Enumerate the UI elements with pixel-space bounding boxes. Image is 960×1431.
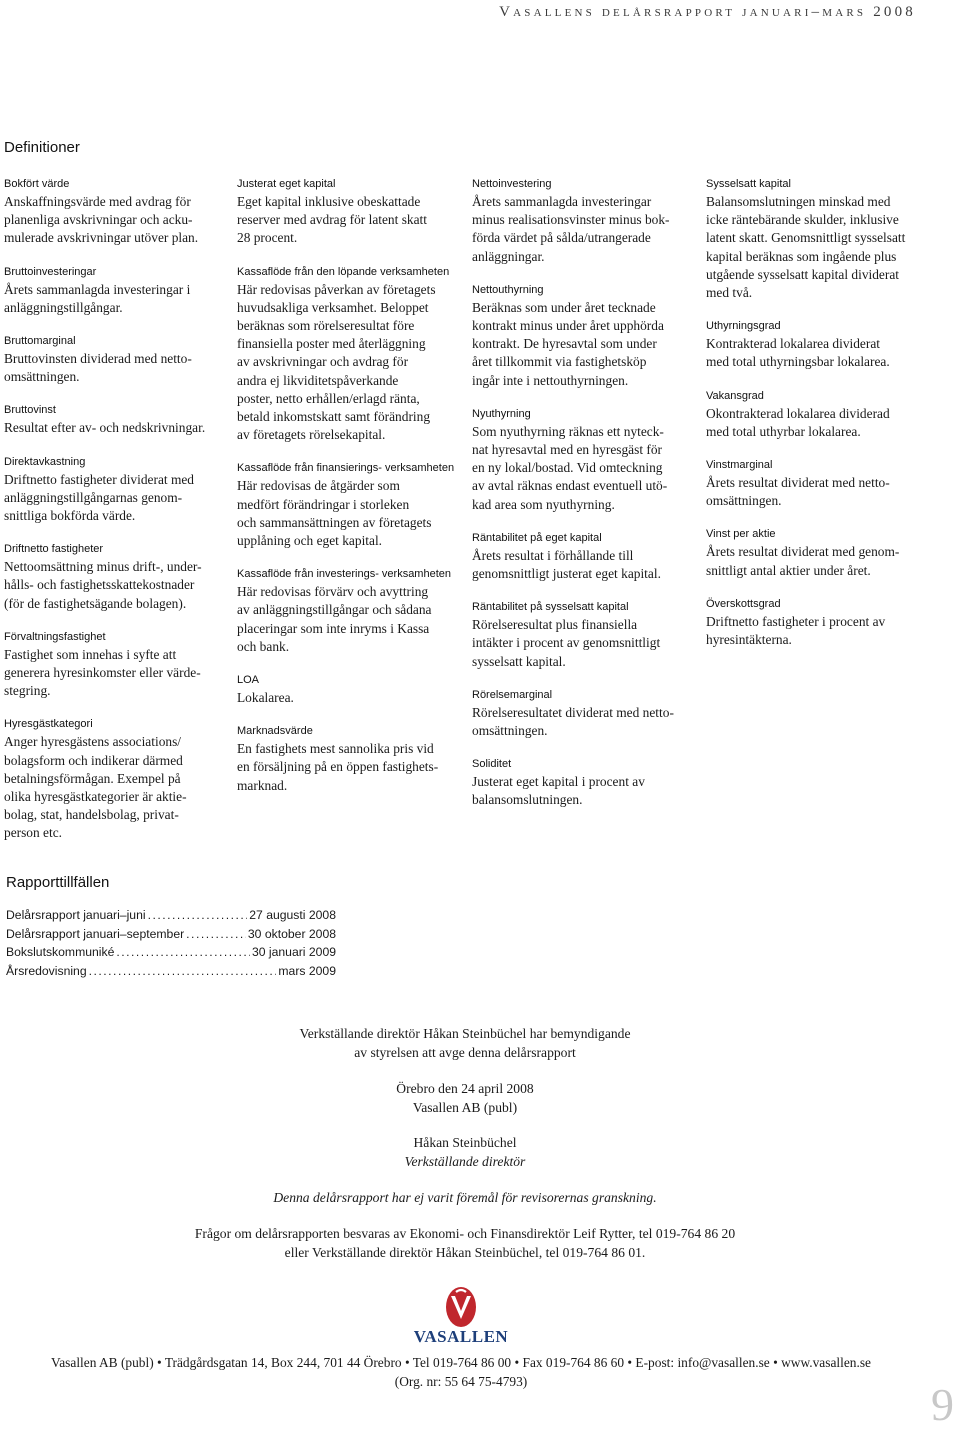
definition-term: Vinstmarginal	[706, 459, 773, 472]
definition-entry	[706, 176, 928, 302]
definition-description	[472, 704, 694, 740]
definition-term: Nettouthyrning	[472, 283, 544, 296]
definition-line: 28 procent.	[237, 230, 298, 246]
report-name: Årsredovisning	[6, 963, 87, 978]
logo-emblem	[446, 1287, 476, 1327]
definition-line: Bruttovinsten dividerad med netto-	[4, 351, 192, 367]
definition-line: kapital beräknas som ingående plus	[706, 248, 897, 264]
footer	[0, 1353, 922, 1391]
definition-term: LOA	[237, 674, 260, 687]
definition-line: en försäljning på en öppen fastighets-	[237, 759, 439, 775]
definition-description	[4, 281, 226, 317]
page-number: 9	[931, 1379, 954, 1430]
definition-term: Nettoinvestering	[472, 178, 552, 190]
definition-description	[4, 471, 226, 526]
report-date-row	[6, 908, 336, 927]
company-name: Vasallen AB (publ)	[412, 1099, 518, 1115]
signer-name: Håkan Steinbüchel	[413, 1135, 517, 1150]
definition-line: intäkter i procent av genomsnittligt	[472, 635, 661, 651]
definition-line: nat hyresavtal med en hyresgäst för	[472, 442, 663, 458]
definition-line: upplåning och eget kapital.	[237, 533, 383, 549]
definition-entry	[472, 687, 694, 740]
definition-line: Anger hyresgästens associations/	[4, 734, 182, 750]
definition-entry	[237, 176, 459, 248]
report-date: 30 oktober 2008	[247, 926, 336, 941]
definition-description	[4, 193, 226, 248]
report-name: Delårsrapport januari–september	[6, 926, 185, 941]
definition-line: anläggningstillgångar.	[4, 299, 123, 315]
definition-entry	[237, 566, 459, 656]
definition-line: (för de fastighetsägande bolagen).	[4, 595, 187, 611]
definitions-column-1	[4, 176, 226, 859]
definition-line: icke räntebärande skulder, inklusive	[706, 212, 899, 228]
audit-note: Denna delårsrapport har ej varit föremål för revisorernas granskning.	[273, 1190, 657, 1205]
definition-line: Driftnetto fastigheter dividerat med	[4, 471, 195, 487]
definition-line: Här redovisas de åtgärder som	[237, 478, 400, 494]
definition-entry	[472, 756, 694, 809]
definition-term: Hyresgästkategori	[4, 718, 93, 731]
definition-line: placeringar som inte inryms i Kassa	[237, 620, 430, 636]
definition-line: omsättningen.	[4, 369, 80, 385]
definition-entry	[4, 402, 226, 437]
definition-term: Räntabilitet på sysselsatt kapital	[472, 601, 629, 614]
definition-line: och bank.	[237, 638, 290, 654]
definition-term: Bruttomarginal	[4, 335, 76, 348]
definition-line: Rörelseresultatet dividerat med netto-	[472, 704, 674, 720]
report-name: Delårsrapport januari–juni	[6, 908, 146, 922]
definition-line: minus realisationsvinster minus bok-	[472, 212, 670, 228]
definition-line: hyresintäkterna.	[706, 632, 792, 648]
dot-leader	[186, 927, 246, 941]
definition-description	[706, 543, 928, 579]
definition-line: betalningsförmågan. Exempel på	[4, 770, 181, 786]
dot-leader	[116, 945, 250, 959]
report-date: mars 2009	[278, 963, 336, 978]
definition-line: betald inkomstskatt samt förändring	[237, 409, 431, 425]
definition-line: bolag, stat, handelsbolag, privat-	[4, 807, 179, 823]
definition-line: genomsnittligt justerat eget kapital.	[472, 566, 661, 582]
definition-line: snittligt antal aktier under året.	[706, 562, 871, 578]
definition-line: Balansomslutningen minskad med	[706, 194, 891, 209]
definition-description	[706, 474, 928, 510]
definition-line: ingår inte i nettouthyrningen.	[472, 372, 629, 388]
definition-line: Kontrakterad lokalarea dividerat	[706, 336, 880, 352]
report-date-row	[6, 945, 336, 964]
definition-entry	[4, 264, 226, 317]
definition-term: Sysselsatt kapital	[706, 178, 791, 190]
place-date: Örebro den 24 april 2008	[396, 1081, 534, 1096]
logo-wordmark: VASALLEN	[413, 1327, 509, 1346]
definition-description	[4, 419, 226, 437]
definition-description	[4, 733, 226, 842]
definition-term: Bruttoinvesteringar	[4, 265, 97, 278]
definition-line: med total uthyrningsbar lokalarea.	[706, 354, 890, 370]
definition-line: huvudsakliga verksamhet. Beloppet	[237, 299, 429, 315]
definition-line: andra ej likviditetspåverkande	[237, 372, 399, 388]
vasallen-logo	[404, 1286, 518, 1346]
dot-leader	[148, 908, 248, 922]
definition-line: mulerade avskrivningar utöver plan.	[4, 230, 199, 246]
definition-description	[472, 299, 694, 390]
definition-line: Anskaffningsvärde med avdrag för	[4, 194, 191, 209]
definition-entry	[4, 176, 226, 248]
definition-entry	[472, 176, 694, 266]
definition-line: Här redovisas förvärv och avyttring	[237, 584, 429, 600]
definition-term: Rörelsemarginal	[472, 688, 553, 701]
definition-line: Fastighet som innehas i syfte att	[4, 646, 177, 662]
definitions-column-3	[472, 176, 694, 826]
definitions-column-4	[706, 176, 928, 665]
definition-line: Årets sammanlagda investeringar	[472, 194, 652, 209]
definition-line: planenliga avskrivningar och acku-	[4, 212, 193, 228]
definition-term: Uthyrningsgrad	[706, 320, 781, 333]
definition-entry	[706, 596, 928, 649]
definition-entry	[472, 282, 694, 390]
definition-line: av avskrivningar och avdrag för	[237, 354, 409, 370]
definition-term: Bruttovinst	[4, 404, 56, 417]
definition-line: kontrakt. De hyresavtal som under	[472, 336, 657, 352]
definition-line: hålls- och fastighetsskattekostnader	[4, 577, 195, 593]
contact-line-1: Frågor om delårsrapporten besvaras av Ekonomi- och Finansdirektör Leif Rytter, tel 019-764 86 20	[194, 1226, 736, 1241]
definition-entry	[237, 264, 459, 445]
definition-line: med total uthyrbar lokalarea.	[706, 423, 861, 439]
definition-description	[237, 740, 459, 795]
definition-line: medfört förändringar i storleken	[237, 496, 410, 512]
definition-entry	[4, 454, 226, 526]
definition-line: med två.	[706, 285, 753, 301]
contact-line-2: eller Verkställande direktör Håkan Steinbüchel, tel 019-764 86 01.	[284, 1244, 646, 1260]
authorization-line-1: Verkställande direktör Håkan Steinbüchel har bemyndigande	[299, 1026, 631, 1041]
definition-line: latent skatt. Genomsnittligt sysselsatt	[706, 230, 906, 246]
definition-line: omsättningen.	[706, 493, 782, 509]
definition-term: Justerat eget kapital	[237, 178, 336, 190]
definition-line: förda värdet på sålda/utrangerade	[472, 230, 651, 246]
definition-line: Beräknas som under året tecknade	[472, 299, 656, 315]
definition-line: Rörelseresultat plus finansiella	[472, 617, 638, 633]
definition-entry	[237, 672, 459, 707]
definition-line: stegring.	[4, 683, 51, 699]
definition-entry	[237, 723, 459, 795]
definition-description	[237, 583, 459, 656]
definition-term: Kassaflöde från finansierings- verksamheten	[237, 462, 455, 475]
definition-description	[237, 689, 459, 707]
definition-line: olika hyresgästkategorier är aktie-	[4, 789, 187, 805]
definition-description	[4, 558, 226, 613]
definition-line: Årets resultat dividerat med genom-	[706, 544, 900, 560]
definitions-column-2	[237, 176, 459, 811]
definition-entry	[706, 388, 928, 441]
definition-description	[706, 405, 928, 441]
definition-line: En fastighets mest sannolika pris vid	[237, 741, 434, 757]
definition-description	[472, 547, 694, 583]
definition-line: generera hyresinkomster eller värde-	[4, 665, 201, 681]
definition-line: kad area som nyuthyrning.	[472, 496, 615, 512]
definition-term: Direktavkastning	[4, 455, 86, 468]
definition-description	[237, 281, 459, 445]
definition-line: Okontrakterad lokalarea dividerad	[706, 405, 890, 421]
definition-term: Vinst per aktie	[706, 528, 776, 541]
definition-term: Räntabilitet på eget kapital	[472, 531, 602, 544]
definition-description	[472, 616, 694, 671]
definition-line: av anläggningstillgångar och sådana	[237, 602, 432, 618]
definition-description	[472, 423, 694, 514]
report-date-row	[6, 927, 336, 946]
definition-entry	[472, 599, 694, 671]
definition-line: Justerat eget kapital i procent av	[472, 774, 645, 790]
definition-line: utgående sysselsatt kapital dividerat	[706, 266, 899, 282]
authorization-line-2: av styrelsen att avge denna delårsrapport	[354, 1044, 576, 1060]
definition-term: Förvaltningsfastighet	[4, 630, 106, 643]
definition-line: sysselsatt kapital.	[472, 653, 566, 669]
definition-line: omsättningen.	[472, 723, 548, 739]
report-date: 27 augusti 2008	[249, 908, 336, 922]
definition-line: Lokalarea.	[237, 690, 294, 706]
footer-address: Vasallen AB (publ) • Trädgårdsgatan 14, Box 244, 701 44 Örebro • Tel 019-764 86 00 • Fax 019-764 86 60 • E-post: info@vasallen.se • www.vasallen.se	[51, 1355, 871, 1370]
definition-line: kontrakt minus under året upphörda	[472, 318, 664, 334]
definition-line: marknad.	[237, 777, 288, 793]
definition-entry	[4, 541, 226, 613]
definition-description	[472, 193, 694, 266]
running-header: Vasallens delårsrapport januari–mars 2008	[499, 4, 916, 20]
definition-description	[472, 773, 694, 809]
definition-line: av avtal räknas endast eventuell utö-	[472, 478, 668, 494]
definition-term: Marknadsvärde	[237, 725, 313, 738]
dot-leader	[89, 964, 277, 978]
definition-term: Soliditet	[472, 758, 512, 771]
definition-term: Kassaflöde från investerings- verksamheten	[237, 568, 451, 581]
definition-description	[4, 350, 226, 386]
definition-term: Driftnetto fastigheter	[4, 543, 104, 556]
definition-term: Nyuthyrning	[472, 407, 531, 420]
definition-line: snittliga bokförda värde.	[4, 508, 136, 524]
definition-line: bolagsform och indikerar därmed	[4, 752, 183, 768]
definition-line: av företagets rörelsekapital.	[237, 427, 386, 443]
signer-title: Verkställande direktör	[404, 1153, 526, 1169]
definition-line: person etc.	[4, 825, 63, 841]
report-name: Bokslutskommuniké	[6, 945, 115, 959]
definition-line: Årets resultat i förhållande till	[472, 547, 634, 563]
definition-line: Driftnetto fastigheter i procent av	[706, 613, 886, 629]
definition-term: Bokfört värde	[4, 178, 70, 190]
definition-entry	[237, 460, 459, 550]
definition-line: en ny lokal/bostad. Vid omteckning	[472, 460, 663, 476]
report-dates-list	[6, 908, 336, 982]
definitions-title: Definitioner	[4, 139, 80, 156]
definition-line: Nettoomsättning minus drift-, under-	[4, 559, 202, 575]
definition-entry	[706, 318, 928, 371]
definition-line: balansomslutningen.	[472, 792, 583, 808]
definition-line: året tillkommit via fastighetsköp	[472, 354, 647, 370]
definition-line: beräknas som rörelseresultat före	[237, 318, 415, 334]
definition-line: Resultat efter av- och nedskrivningar.	[4, 420, 206, 436]
definition-entry	[706, 457, 928, 510]
authorization-statement	[0, 1025, 930, 1062]
place-and-date	[0, 1080, 930, 1117]
definition-term: Överskottsgrad	[706, 597, 781, 610]
definition-line: finansiella poster med återläggning	[237, 336, 426, 352]
definition-line: Här redovisas påverkan av företagets	[237, 281, 436, 297]
definition-line: poster, netto erhållen/erlagd ränta,	[237, 390, 420, 406]
signer	[0, 1134, 930, 1171]
definition-line: Som nyuthyrning räknas ett nyteck-	[472, 423, 664, 439]
definition-line: anläggningar.	[472, 248, 545, 264]
report-date-row	[6, 964, 336, 983]
report-date: 30 januari 2009	[251, 945, 336, 959]
definition-term: Vakansgrad	[706, 389, 764, 402]
definition-entry	[4, 629, 226, 701]
contact-info	[0, 1225, 930, 1262]
definition-line: och sammansättningen av företagets	[237, 514, 432, 530]
definition-entry	[472, 530, 694, 583]
definition-description	[4, 646, 226, 701]
definition-entry	[4, 716, 226, 842]
definition-entry	[706, 526, 928, 579]
definition-description	[706, 613, 928, 649]
definition-entry	[472, 406, 694, 514]
definition-line: reserver med avdrag för latent skatt	[237, 212, 427, 228]
footer-org-number: (Org. nr: 55 64 75-4793)	[394, 1374, 528, 1389]
definition-description	[706, 335, 928, 371]
definition-description	[237, 477, 459, 550]
definition-line: Årets sammanlagda investeringar i	[4, 281, 191, 297]
definition-line: anläggningstillgångarnas genom-	[4, 489, 183, 505]
definition-description	[237, 193, 459, 248]
definition-term: Kassaflöde från den löpande verksamheten	[237, 265, 450, 278]
definition-entry	[4, 333, 226, 386]
report-dates-title: Rapporttillfällen	[6, 874, 110, 891]
definition-line: Eget kapital inklusive obeskattade	[237, 194, 421, 209]
definition-line: Årets resultat dividerat med netto-	[706, 475, 890, 491]
definition-description	[706, 193, 928, 302]
